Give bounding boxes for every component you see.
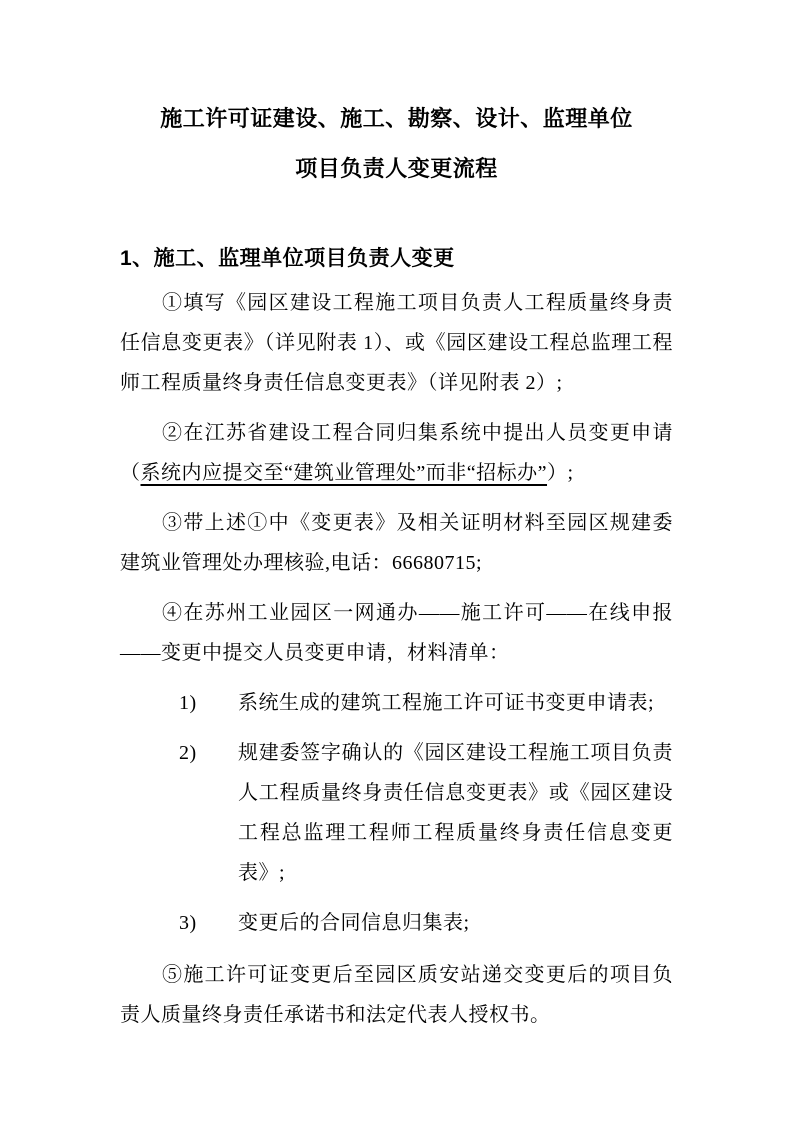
material-list-item-2-text: 规建委签字确认的《园区建设工程施工项目负责人工程质量终身责任信息变更表》或《园区建设工程总监理工程师工程质量终身责任信息变更表》; — [238, 742, 673, 884]
material-list-item-2 — [120, 733, 673, 893]
paragraph-step-4: ④在苏州工业园区一网通办——施工许可——在线申报——变更中提交人员变更申请，材料清单： — [120, 602, 673, 664]
paragraph-step-2-underlined-note: 系统内应提交至“建筑业管理处”而非“招标办” — [140, 462, 548, 484]
material-list-item-3-number: 3) — [179, 912, 197, 934]
material-list-item-1 — [120, 683, 673, 723]
document-title — [120, 94, 673, 194]
paragraph-step-3: ③带上述①中《变更表》及相关证明材料至园区规建委建筑业管理处办理核验,电话：66680715; — [120, 512, 673, 574]
paragraph-step-5: ⑤施工许可证变更后至园区质安站递交变更后的项目负责人质量终身责任承诺书和法定代表人授权书。 — [120, 964, 673, 1026]
material-list-item-3 — [120, 903, 673, 943]
paragraph-step-2 — [120, 413, 673, 493]
material-list-item-1-text: 系统生成的建筑工程施工许可证书变更申请表; — [238, 692, 655, 714]
material-list-item-3-text: 变更后的合同信息归集表; — [238, 912, 470, 934]
paragraph-step-2-suffix: ）; — [547, 462, 574, 484]
paragraph-step-2-prefix: ②在江苏省建设工程合同归集系统中提出人员变更申请（ — [120, 422, 673, 484]
document-content — [0, 94, 793, 1035]
document-title-line-2: 项目负责人变更流程 — [295, 156, 498, 181]
paragraph-step-1: ①填写《园区建设工程施工项目负责人工程质量终身责任信息变更表》（详见附表 1）、或《园区建设工程总监理工程师工程质量终身责任信息变更表》（详见附表 2）; — [120, 292, 673, 394]
material-list-item-1-number: 1) — [179, 692, 197, 714]
material-list-item-2-number: 2) — [179, 742, 197, 764]
section-1-heading: 1、施工、监理单位项目负责人变更 — [120, 247, 455, 270]
document-title-line-1: 施工许可证建设、施工、勘察、设计、监理单位 — [160, 106, 633, 131]
